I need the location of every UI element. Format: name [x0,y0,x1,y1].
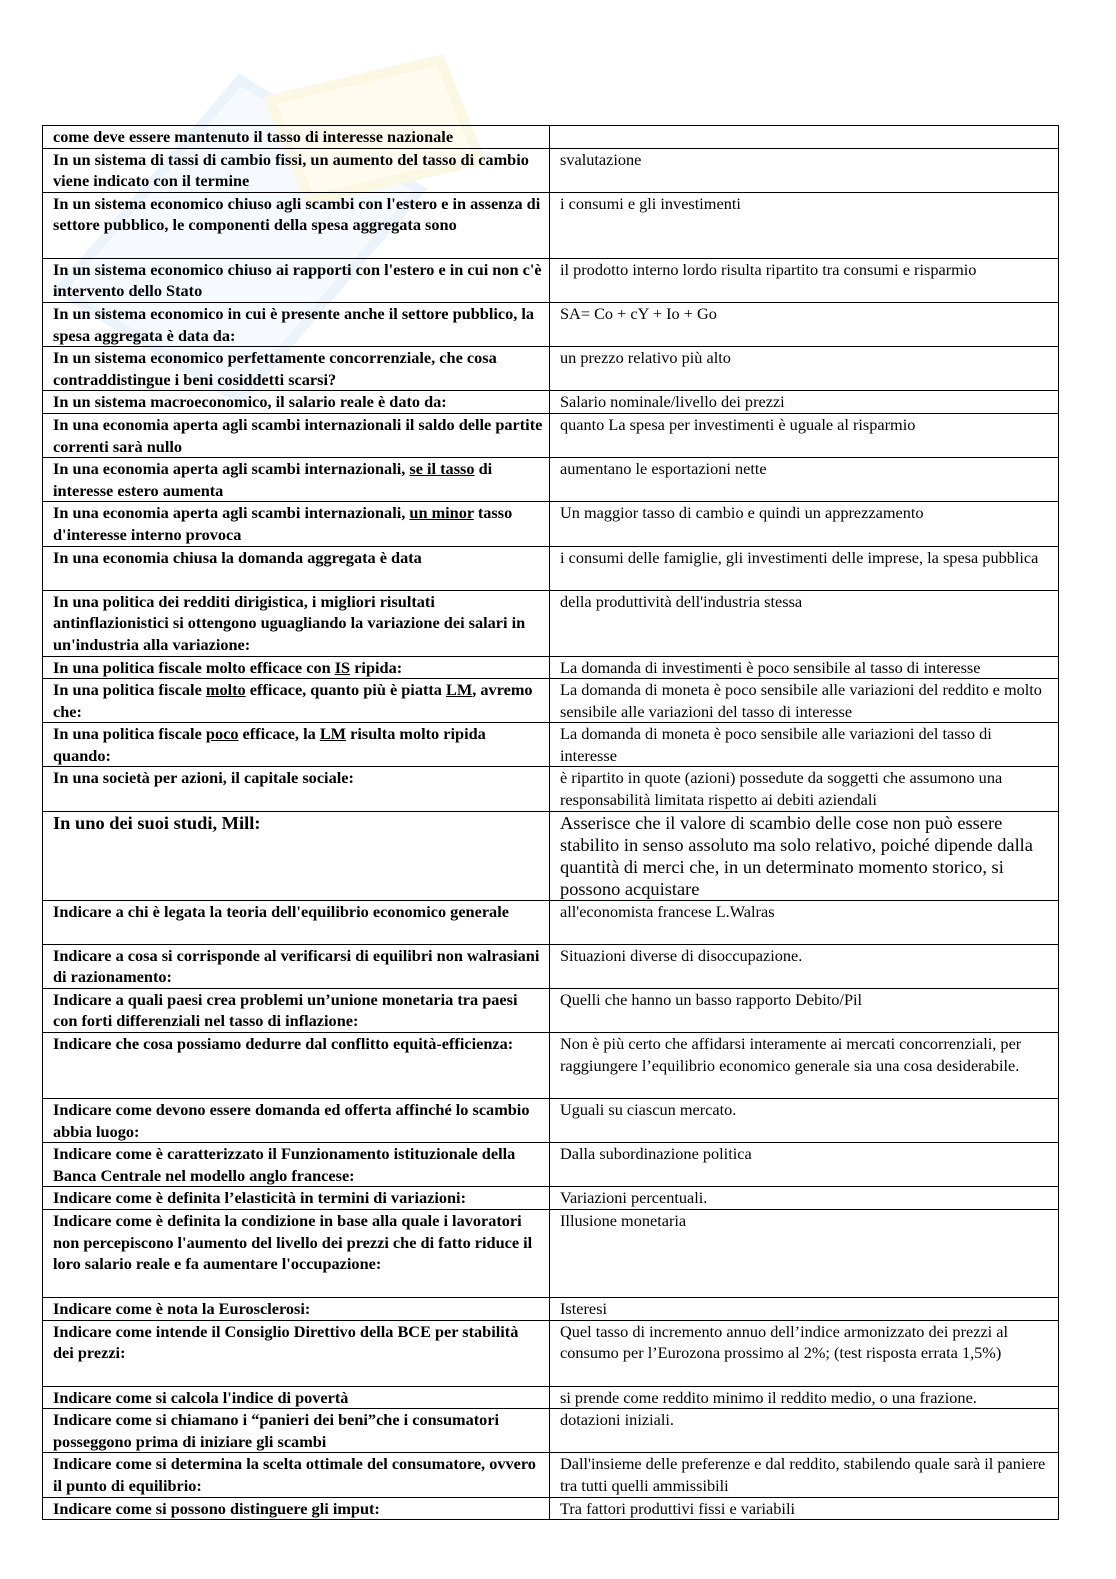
table-row [43,1143,1059,1187]
answer-cell: Tra fattori produttivi fissi e variabili [550,1497,1059,1520]
answer-cell: all'economista francese L.Walras [550,900,1059,944]
table-row [43,126,1059,149]
question-cell: In un sistema di tassi di cambio fissi, un aumento del tasso di cambio viene indicato con il termine [43,148,550,192]
table-row [43,1320,1059,1386]
table-row [43,1386,1059,1409]
answer-cell: La domanda di investimenti è poco sensibile al tasso di interesse [550,656,1059,679]
question-underlined-text: LM [446,680,473,700]
answer-cell: Illusione monetaria [550,1210,1059,1298]
table-row [43,1453,1059,1497]
answer-cell: Situazioni diverse di disoccupazione. [550,944,1059,988]
answer-cell [550,126,1059,149]
answer-cell: Un maggior tasso di cambio e quindi un apprezzamento [550,502,1059,546]
answer-cell: un prezzo relativo più alto [550,347,1059,391]
table-row [43,1099,1059,1143]
question-text: ripida: [350,657,403,677]
question-cell: Indicare come è definita l’elasticità in termini di variazioni: [43,1187,550,1210]
question-cell: Indicare come si calcola l'indice di povertà [43,1386,550,1409]
table-row [43,458,1059,502]
answer-cell: Quelli che hanno un basso rapporto Debito/Pil [550,988,1059,1032]
question-text: In una politica fiscale [53,724,206,744]
question-cell: Indicare a cosa si corrisponde al verificarsi di equilibri non walrasiani di razionamento: [43,944,550,988]
table-row [43,258,1059,302]
answer-cell: svalutazione [550,148,1059,192]
answer-cell: Quel tasso di incremento annuo dell’indice armonizzato dei prezzi al consumo per l’Eurozona prossimo al 2%; (test risposta errata 1,5%) [550,1320,1059,1386]
answer-cell: il prodotto interno lordo risulta ripartito tra consumi e risparmio [550,258,1059,302]
table-row [43,546,1059,590]
question-cell: Indicare come si determina la scelta ottimale del consumatore, ovvero il punto di equilibrio: [43,1453,550,1497]
table-row [43,811,1059,900]
answer-cell: Isteresi [550,1298,1059,1321]
table-row [43,900,1059,944]
question-cell: Indicare a chi è legata la teoria dell'equilibrio economico generale [43,900,550,944]
question-cell [43,502,550,546]
answer-cell: Uguali su ciascun mercato. [550,1099,1059,1143]
question-cell [43,723,550,767]
answer-cell: dotazioni iniziali. [550,1409,1059,1453]
question-cell: Indicare come si chiamano i “panieri dei beni”che i consumatori posseggono prima di iniziare gli scambi [43,1409,550,1453]
table-row [43,1033,1059,1099]
table-row [43,590,1059,656]
answer-cell: SA= Co + cY + Io + Go [550,302,1059,346]
table-row [43,148,1059,192]
table-row [43,1187,1059,1210]
question-underlined-text: IS [334,657,351,677]
question-underlined-text: poco [205,724,239,744]
question-cell: In un sistema economico in cui è presente anche il settore pubblico, la spesa aggregata è data da: [43,302,550,346]
table-row [43,1409,1059,1453]
question-text: In una politica fiscale molto efficace con [53,657,335,677]
table-row [43,656,1059,679]
question-text: In una politica fiscale [53,680,206,700]
answer-cell: La domanda di moneta è poco sensibile alle variazioni del tasso di interesse [550,723,1059,767]
question-text: di interesse estero aumenta [53,459,493,500]
question-cell [43,458,550,502]
question-cell: Indicare come intende il Consiglio Direttivo della BCE per stabilità dei prezzi: [43,1320,550,1386]
question-cell [43,656,550,679]
question-text: In una economia aperta agli scambi internazionali, [53,459,410,479]
question-cell: In una società per azioni, il capitale sociale: [43,767,550,811]
question-underlined-text: se il tasso [409,459,475,479]
table-row [43,347,1059,391]
question-text: efficace, la [238,724,320,744]
question-text: efficace, quanto più è piatta [245,680,447,700]
question-underlined-text: un minor [409,503,474,523]
table-row [43,302,1059,346]
table-row [43,192,1059,258]
answer-cell: si prende come reddito minimo il reddito medio, o una frazione. [550,1386,1059,1409]
answer-cell: Non è più certo che affidarsi interamente ai mercati concorrenziali, per raggiungere l’equilibrio economico generale sia una cosa desiderabile. [550,1033,1059,1099]
question-cell: Indicare come è nota la Eurosclerosi: [43,1298,550,1321]
question-cell: In un sistema economico perfettamente concorrenziale, che cosa contraddistingue i beni cosiddetti scarsi? [43,347,550,391]
table-row [43,1210,1059,1298]
question-underlined-text: LM [319,724,347,744]
table-row [43,413,1059,457]
question-text: tasso d'interesse interno provoca [53,503,513,544]
question-cell: Indicare come è definita la condizione in base alla quale i lavoratori non percepiscono l'aumento del livello dei prezzi che di fatto riduce il loro salario reale e fa aumentare l'occupazione: [43,1210,550,1298]
question-text: risulta molto ripida quando: [53,724,486,765]
question-underlined-text: molto [205,680,246,700]
answer-cell: i consumi e gli investimenti [550,192,1059,258]
answer-cell: Dalla subordinazione politica [550,1143,1059,1187]
answer-cell: i consumi delle famiglie, gli investimenti delle imprese, la spesa pubblica [550,546,1059,590]
answer-cell: aumentano le esportazioni nette [550,458,1059,502]
question-cell: In una economia aperta agli scambi internazionali il saldo delle partite correnti sarà nullo [43,413,550,457]
answer-cell: Variazioni percentuali. [550,1187,1059,1210]
question-cell: In un sistema economico chiuso agli scambi con l'estero e in assenza di settore pubblico, le componenti della spesa aggregata sono [43,192,550,258]
answer-cell: della produttività dell'industria stessa [550,590,1059,656]
question-text: , avremo che: [53,680,533,721]
answer-cell: quanto La spesa per investimenti è uguale al risparmio [550,413,1059,457]
question-cell: come deve essere mantenuto il tasso di interesse nazionale [43,126,550,149]
table-row [43,391,1059,414]
question-cell: Indicare come devono essere domanda ed offerta affinché lo scambio abbia luogo: [43,1099,550,1143]
answer-cell: La domanda di moneta è poco sensibile alle variazioni del reddito e molto sensibile alle variazioni del tasso di interesse [550,679,1059,723]
question-cell: In un sistema economico chiuso ai rapporti con l'estero e in cui non c'è intervento dello Stato [43,258,550,302]
question-cell: In uno dei suoi studi, Mill: [43,811,550,900]
qa-table [42,125,1059,1520]
question-cell: Indicare a quali paesi crea problemi un’unione monetaria tra paesi con forti differenziali nel tasso di inflazione: [43,988,550,1032]
table-row [43,988,1059,1032]
table-row [43,723,1059,767]
answer-cell: è ripartito in quote (azioni) possedute da soggetti che assumono una responsabilità limitata rispetto ai debiti aziendali [550,767,1059,811]
table-row [43,679,1059,723]
table-row [43,944,1059,988]
question-cell: Indicare come è caratterizzato il Funzionamento istituzionale della Banca Centrale nel modello anglo francese: [43,1143,550,1187]
question-cell: In una politica dei redditi dirigistica, i migliori risultati antinflazionistici si ottengono uguagliando la variazione dei salari in un'industria alla variazione: [43,590,550,656]
table-row [43,1298,1059,1321]
table-row [43,1497,1059,1520]
answer-cell: Salario nominale/livello dei prezzi [550,391,1059,414]
answer-cell: Dall'insieme delle preferenze e dal reddito, stabilendo quale sarà il paniere tra tutti quelli ammissibili [550,1453,1059,1497]
table-row [43,502,1059,546]
question-cell: Indicare che cosa possiamo dedurre dal conflitto equità-efficienza: [43,1033,550,1099]
question-text: In una economia aperta agli scambi internazionali, [53,503,410,523]
answer-cell: Asserisce che il valore di scambio delle cose non può essere stabilito in senso assoluto ma solo relativo, poiché dipende dalla quantità di merci che, in un determinato momento storico, si possono acquistare [550,811,1059,900]
question-cell: In una economia chiusa la domanda aggregata è data [43,546,550,590]
table-row [43,767,1059,811]
question-cell [43,679,550,723]
question-cell: Indicare come si possono distinguere gli imput: [43,1497,550,1520]
question-cell: In un sistema macroeconomico, il salario reale è dato da: [43,391,550,414]
